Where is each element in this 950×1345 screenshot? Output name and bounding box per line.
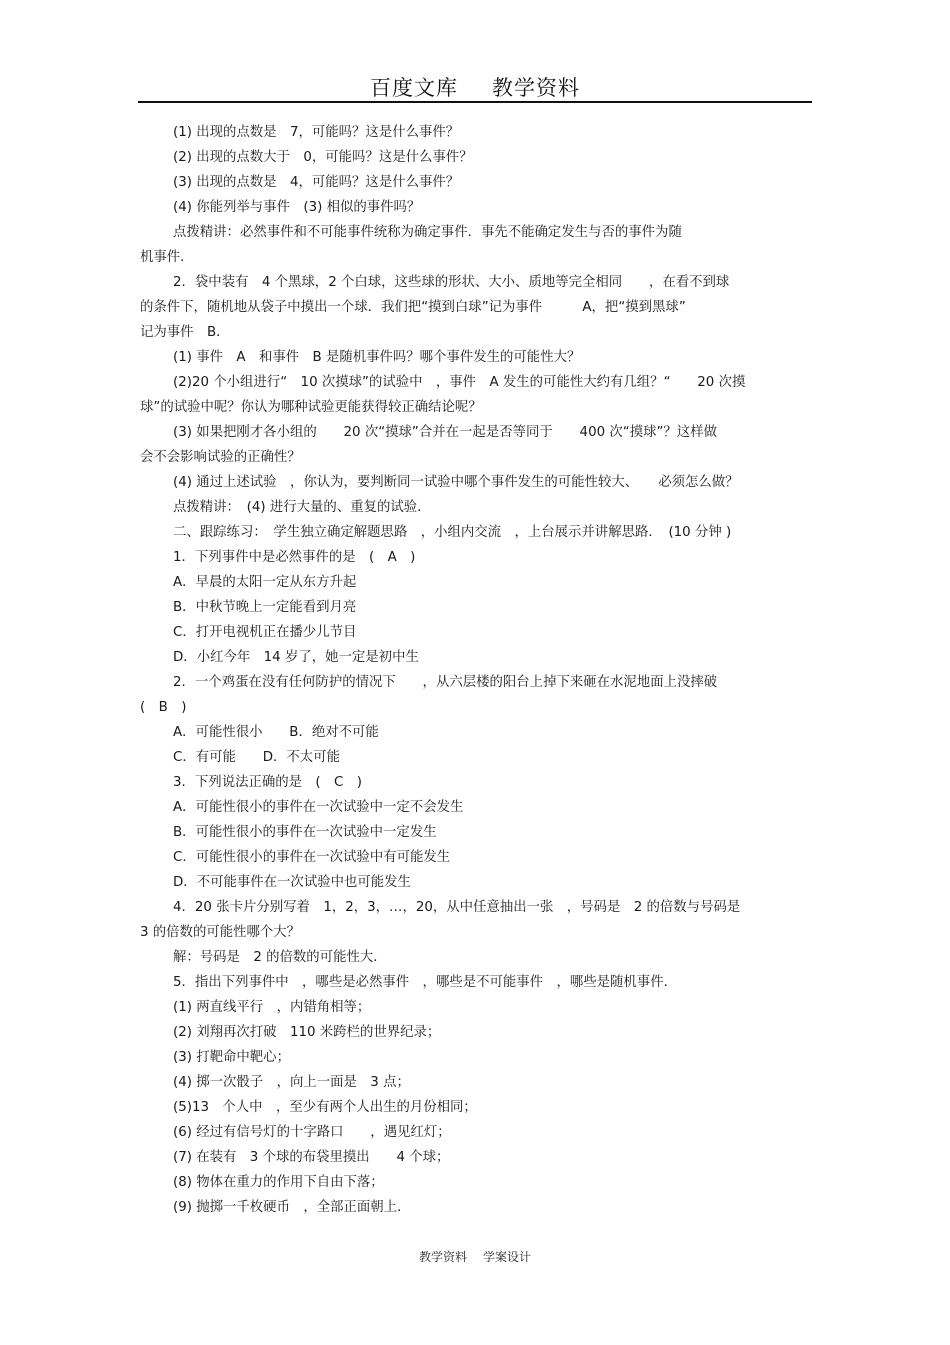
text-line: 解：号码是 2 的倍数的可能性大． xyxy=(173,950,387,965)
text-line: 2．袋中装有 4 个黑球，2 个白球，这些球的形状、大小、质地等完全相同 ，在看不到球 xyxy=(173,275,730,290)
text-line: 3．下列说法正确的是 ( C ) xyxy=(173,775,363,790)
text-line: 记为事件 B． xyxy=(140,325,230,340)
text-line: (7) 在装有 3 个球的布袋里摸出 4 个球； xyxy=(173,1150,450,1165)
text-line: (1) 出现的点数是 7，可能吗？这是什么事件？ xyxy=(173,125,460,140)
text-line: (4) 通过上述试验 ，你认为，要判断同一试验中哪个事件发生的可能性较大、 必须怎么做？ xyxy=(173,475,739,490)
text-line: (2) 刘翔再次打破 110 米跨栏的世界纪录； xyxy=(173,1025,441,1040)
text-line: 的条件下，随机地从袋子中摸出一个球．我们把“摸到白球”记为事件 A，把“摸到黑球” xyxy=(140,300,686,315)
text-line: B．可能性很小的事件在一次试验中一定发生 xyxy=(173,825,437,840)
text-line: 机事件． xyxy=(140,250,194,265)
text-line: (4) 掷一次骰子 ，向上一面是 3 点； xyxy=(173,1075,410,1090)
text-line: (3) 打靶命中靶心； xyxy=(173,1050,290,1065)
text-line: (9) 抛掷一千枚硬币 ，全部正面朝上． xyxy=(173,1200,411,1215)
text-line: 5．指出下列事件中 ，哪些是必然事件 ，哪些是不可能事件 ，哪些是随机事件． xyxy=(173,975,677,990)
text-line: (3) 出现的点数是 4，可能吗？这是什么事件？ xyxy=(173,175,460,190)
text-line: 2．一个鸡蛋在没有任何防护的情况下 ，从六层楼的阳台上掉下来砸在水泥地面上没摔破 xyxy=(173,675,718,690)
text-line: A．可能性很小 B．绝对不可能 xyxy=(173,725,379,740)
text-line: 点拨精讲： (4) 进行大量的、重复的试验． xyxy=(173,500,431,515)
text-line: (4) 你能列举与事件 (3) 相似的事件吗？ xyxy=(173,200,421,215)
text-line: 1．下列事件中是必然事件的是 ( A ) xyxy=(173,550,416,565)
text-line: (2)20 个小组进行“ 10 次摸球”的试验中 ，事件 A 发生的可能性大约有几组？“ 20 次摸 xyxy=(173,375,746,390)
text-line: 3 的倍数的可能性哪个大？ xyxy=(140,925,301,940)
text-line: 球”的试验中呢？你认为哪种试验更能获得较正确结论呢？ xyxy=(140,400,482,415)
text-line: C．打开电视机正在播少儿节目 xyxy=(173,625,357,640)
text-line: A．早晨的太阳一定从东方升起 xyxy=(173,575,357,590)
footer-right-label: 学案设计 xyxy=(483,1250,532,1264)
text-line: ( B ) xyxy=(140,700,187,715)
text-line: 4．20 张卡片分别写着 1，2，3，…，20，从中任意抽出一张 ，号码是 2 的倍数与号码是 xyxy=(173,900,741,915)
text-line: 点拨精讲：必然事件和不可能事件统称为确定事件．事先不能确定发生与否的事件为随 xyxy=(173,225,682,240)
text-line: (2) 出现的点数大于 0，可能吗？这是什么事件？ xyxy=(173,150,473,165)
text-line: (8) 物体在重力的作用下自由下落； xyxy=(173,1175,384,1190)
text-line: A．可能性很小的事件在一次试验中一定不会发生 xyxy=(173,800,464,815)
text-line: C．有可能 D．不太可能 xyxy=(173,750,340,765)
header-right-title: 教学资料 xyxy=(492,76,580,100)
text-line: C．可能性很小的事件在一次试验中有可能发生 xyxy=(173,850,451,865)
text-line: (3) 如果把刚才各小组的 20 次“摸球”合并在一起是否等同于 400 次“摸球”？这样做 xyxy=(173,425,717,440)
header-divider xyxy=(138,101,812,103)
page-header xyxy=(0,72,950,102)
text-line: 会不会影响试验的正确性？ xyxy=(140,450,301,465)
text-line: D．不可能事件在一次试验中也可能发生 xyxy=(173,875,411,890)
text-line: (5)13 个人中 ，至少有两个人出生的月份相同； xyxy=(173,1100,477,1115)
text-line: (6) 经过有信号灯的十字路口 ，遇见红灯； xyxy=(173,1125,451,1140)
text-line: (1) 事件 A 和事件 B 是随机事件吗？哪个事件发生的可能性大？ xyxy=(173,350,581,365)
document-body xyxy=(140,120,812,1220)
page-footer xyxy=(0,1248,950,1265)
text-line: 二、跟踪练习： 学生独立确定解题思路 ，小组内交流 ，上台展示并讲解思路． (10 分钟 ) xyxy=(173,525,732,540)
text-line: (1) 两直线平行 ，内错角相等； xyxy=(173,1000,371,1015)
header-left-title: 百度文库 xyxy=(370,76,458,100)
text-line: B．中秋节晚上一定能看到月亮 xyxy=(173,600,357,615)
text-line: D．小红今年 14 岁了，她一定是初中生 xyxy=(173,650,419,665)
footer-left-label: 教学资料 xyxy=(418,1250,467,1264)
